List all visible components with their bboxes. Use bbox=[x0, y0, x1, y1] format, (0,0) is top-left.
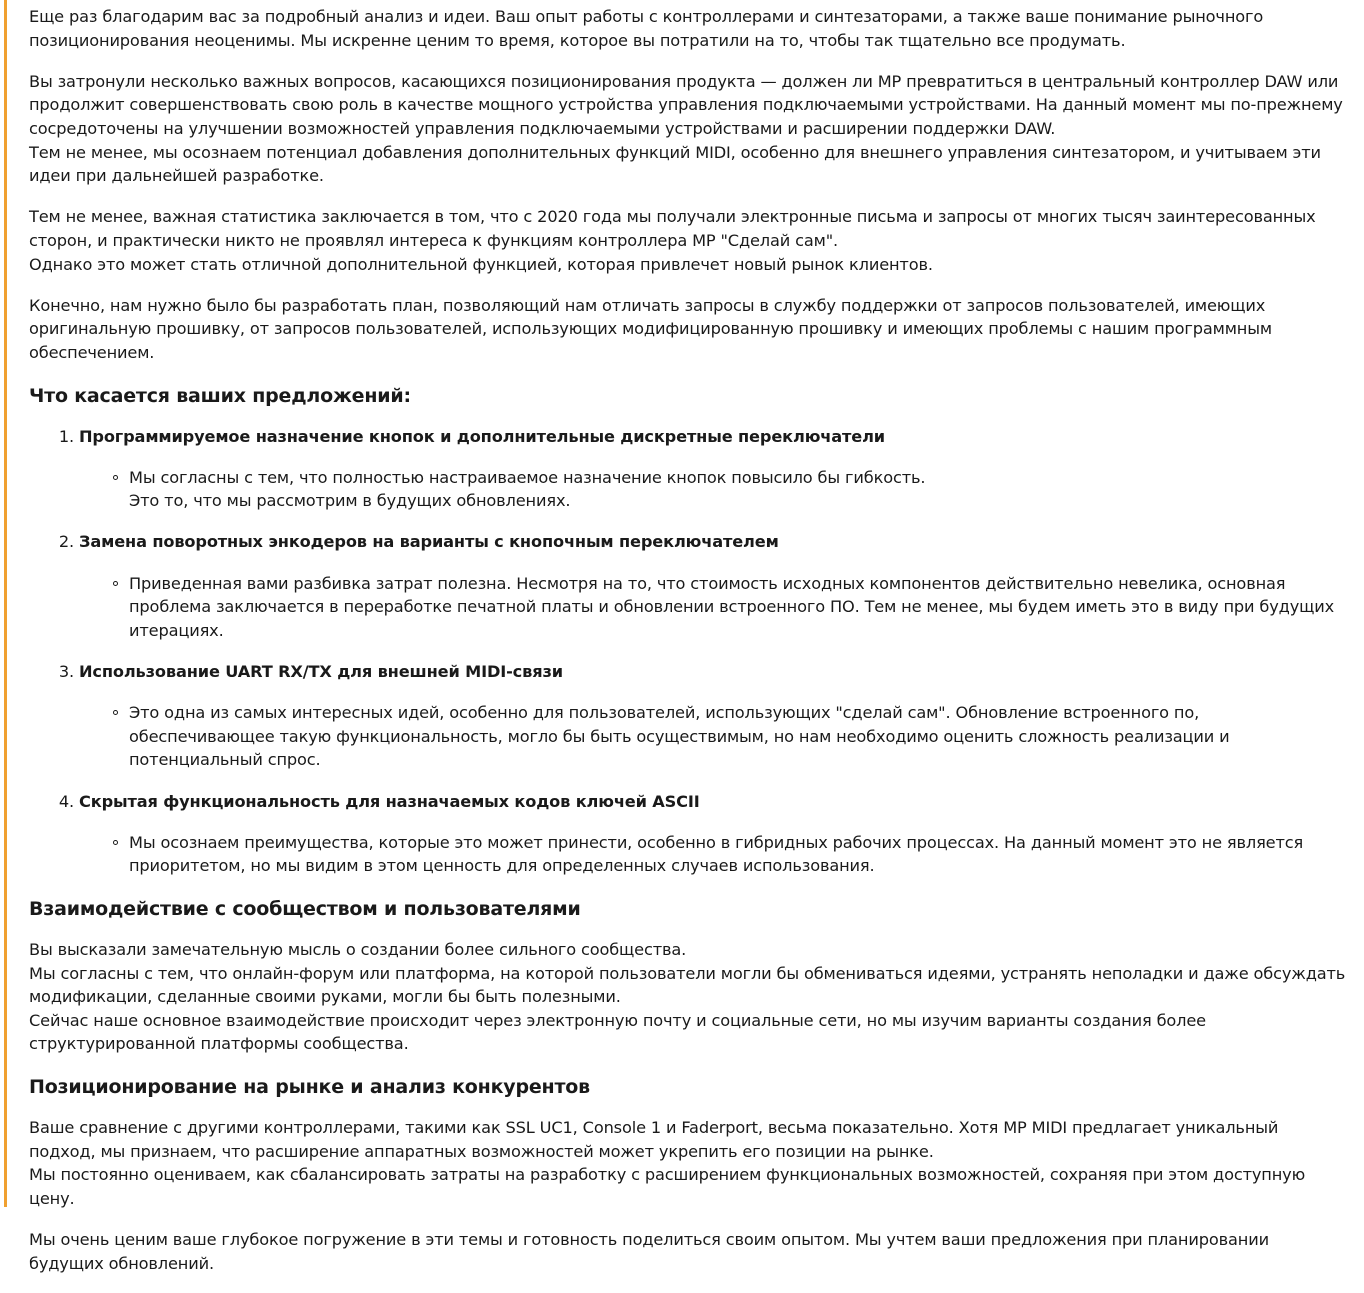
statistics-line-1: Тем не менее, важная статистика заключается в том, что с 2020 года мы получали электронные письма и запросы от многих тысяч заинтересованных сторон, и практически никто не проявлял интереса к функциям контроллера MP "Сделай сам". bbox=[29, 207, 1316, 250]
community-line-3: Сейчас наше основное взаимодействие происходит через электронную почту и социальные сети, но мы изучим варианты создания более структурированной платформы сообщества. bbox=[29, 1010, 1206, 1054]
message-body bbox=[29, 5, 1347, 1293]
suggestion-response bbox=[129, 572, 1347, 643]
response-line-2: Это то, что мы рассмотрим в будущих обновлениях. bbox=[129, 491, 571, 511]
suggestion-title: 2. Замена поворотных энкодеров на варианты с кнопочным переключателем bbox=[79, 532, 779, 552]
suggestion-response-list bbox=[79, 831, 1347, 878]
suggestion-response bbox=[129, 701, 1347, 772]
market-paragraph bbox=[29, 1116, 1347, 1210]
positioning-line-2: Тем не менее, мы осознаем потенциал добавления дополнительных функций MIDI, особенно для внешнего управления синтезатором, и учитываем эти идеи при дальнейшей разработке. bbox=[29, 142, 1321, 186]
response-line-1: Мы согласны с тем, что полностью настраиваемое назначение кнопок повысило бы гибкость. bbox=[129, 467, 926, 487]
suggestion-response-list bbox=[79, 701, 1347, 772]
suggestion-item bbox=[79, 660, 1347, 772]
suggestion-response bbox=[129, 831, 1347, 878]
suggestions-list bbox=[29, 425, 1347, 878]
suggestion-title: 4. Скрытая функциональность для назначаемых кодов ключей ASCII bbox=[79, 791, 700, 811]
community-heading: Взаимодействие с сообществом и пользователями bbox=[29, 897, 581, 920]
support-paragraph: Конечно, нам нужно было бы разработать план, позволяющий нам отличать запросы в службу поддержки от запросов пользователей, имеющих оригинальную прошивку, от запросов пользователей, использующих модифицированную прошивку и имеющих проблемы с нашим программным обеспечением. bbox=[29, 295, 1272, 362]
positioning-line-1: Вы затронули несколько важных вопросов, касающихся позиционирования продукта — должен ли MP превратиться в центральный контроллер DAW или продолжит совершенствовать свою роль в качестве мощного устройства управления подключаемыми устройствами. На данный момент мы по-прежнему сосредоточены на улучшении возможностей управления подключаемыми устройствами и расширении поддержки DAW. bbox=[29, 71, 1343, 138]
response-line-1: Мы осознаем преимущества, которые это может принести, особенно в гибридных рабочих процессах. На данный момент это не является приоритетом, но мы видим в этом ценность для определенных случаев использования. bbox=[129, 832, 1304, 876]
response-line-1: Приведенная вами разбивка затрат полезна. Несмотря на то, что стоимость исходных компонентов действительно невелика, основная проблема заключается в переработке печатной платы и обновлении встроенного ПО. Тем не менее, мы будем иметь это в виду при будущих итерациях. bbox=[129, 573, 1335, 640]
response-line-1: Это одна из самых интересных идей, особенно для пользователей, использующих "сделай сам". Обновление встроенного по, обеспечивающее такую функциональность, могло бы быть осуществимым, но нам необходимо оценить сложность реализации и потенциальный спрос. bbox=[129, 703, 1230, 770]
suggestions-heading: Что касается ваших предложений: bbox=[29, 384, 411, 407]
community-paragraph bbox=[29, 938, 1347, 1056]
statistics-line-2: Однако это может стать отличной дополнительной функцией, которая привлечет новый рынок клиентов. bbox=[29, 254, 933, 274]
quote-left-border bbox=[4, 0, 7, 1207]
positioning-paragraph bbox=[29, 70, 1347, 188]
suggestion-item bbox=[79, 790, 1347, 878]
statistics-paragraph bbox=[29, 205, 1347, 276]
suggestion-item bbox=[79, 530, 1347, 642]
suggestion-response bbox=[129, 466, 1347, 513]
market-line-1: Ваше сравнение с другими контроллерами, такими как SSL UC1, Console 1 и Faderport, весьма показательно. Хотя MP MIDI предлагает уникальный подход, мы признаем, что расширение аппаратных возможностей может укрепить его позиции на рынке. bbox=[29, 1117, 1279, 1161]
closing-paragraph: Мы очень ценим ваше глубокое погружение в эти темы и готовность поделиться своим опытом. Мы учтем ваши предложения при планировании будущих обновлений. bbox=[29, 1229, 1269, 1273]
intro-paragraph: Еще раз благодарим вас за подробный анализ и идеи. Ваш опыт работы с контроллерами и синтезаторами, а также ваше понимание рыночного позиционирования неоценимы. Мы искренне ценим то время, которое вы потратили на то, чтобы так тщательно все продумать. bbox=[29, 7, 1264, 50]
suggestion-title: 1. Программируемое назначение кнопок и дополнительные дискретные переключатели bbox=[79, 426, 885, 446]
suggestion-item bbox=[79, 425, 1347, 513]
market-heading: Позиционирование на рынке и анализ конкурентов bbox=[29, 1075, 590, 1098]
community-line-2: Мы согласны с тем, что онлайн-форум или платформа, на которой пользователи могли бы обмениваться идеями, устранять неполадки и даже обсуждать модификации, сделанные своими руками, могли бы быть полезными. bbox=[29, 963, 1346, 1007]
suggestion-response-list bbox=[79, 466, 1347, 513]
suggestion-response-list bbox=[79, 572, 1347, 643]
community-line-1: Вы высказали замечательную мысль о создании более сильного сообщества. bbox=[29, 939, 687, 959]
suggestion-title: 3. Использование UART RX/TX для внешней MIDI-связи bbox=[79, 662, 563, 682]
market-line-2: Мы постоянно оцениваем, как сбалансировать затраты на разработку с расширением функциональных возможностей, сохраняя при этом доступную цену. bbox=[29, 1165, 1306, 1208]
